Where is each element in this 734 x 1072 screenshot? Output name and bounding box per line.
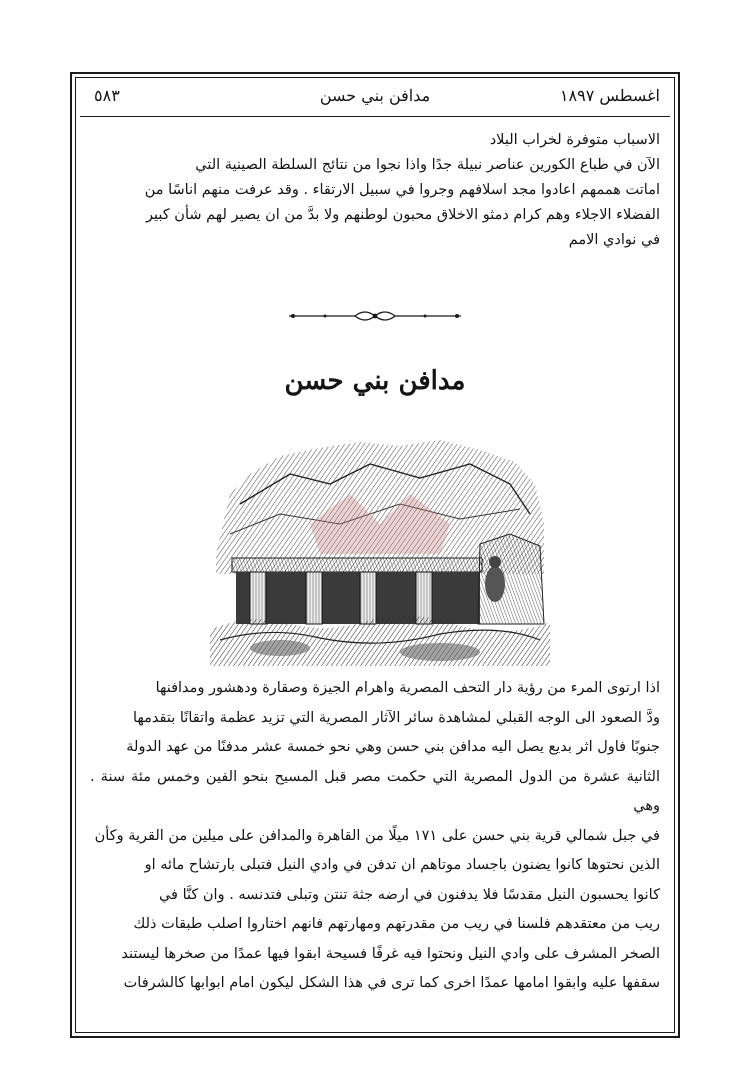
text-line: في نوادي الامم bbox=[568, 232, 660, 248]
text-line: كانوا يحسبون النيل مقدسًا فلا يدفنون في ارضه جثة تنتن وتبلى فتدنسه . وان كنَّا في bbox=[158, 886, 660, 903]
header-date: اغسطس ١٨٩٧ bbox=[559, 86, 660, 105]
page-frame bbox=[70, 72, 680, 1038]
text-line: الثانية عشرة من الدول المصرية التي حكمت مصر قبل المسيح بنحو الفين وخمس مئة سنة . وهي bbox=[90, 768, 660, 814]
text-line: الاسباب متوفرة لخراب البلاد bbox=[489, 132, 660, 148]
text-line: الذين نحتوها كانوا يضنون باجساد موتاهم ان تدفن في وادي النيل فتبلى بارتشاح مائه او bbox=[144, 857, 660, 873]
top-paragraph bbox=[90, 128, 660, 253]
section-title: مدافن بني حسن bbox=[284, 366, 466, 396]
bottom-paragraph bbox=[90, 674, 660, 999]
divider-flourish-icon bbox=[285, 306, 465, 326]
text-line: الآن في طباع الكورين عناصر نبيلة جدًا واذا نجوا من نتائج السلطة الصينية التي bbox=[195, 157, 660, 173]
text-line: اماتت هممهم اعادوا مجد اسلافهم وجروا في سبيل الارتقاء . وقد عرفت منهم اناسًا من bbox=[144, 182, 660, 198]
text-line: اذا ارتوى المرء من رؤية دار التحف المصرية واهرام الجيزة وصقارة ودهشور ومدافنها bbox=[155, 680, 660, 696]
running-header bbox=[72, 86, 678, 110]
page-number: ٥٨٣ bbox=[94, 86, 120, 105]
text-line: سقفها عليه وابقوا امامها عمدًا اخرى كما ترى في هذا الشكل ليكون امام ابوابها كالشرفات bbox=[123, 975, 660, 991]
text-line: ودَّ الصعود الى الوجه القبلي لمشاهدة سائر الآثار المصرية التي تزيد عظمة واتقانًا بتقدمها bbox=[133, 709, 660, 726]
text-line: الفضلاء الاجلاء وهم كرام دمثو الاخلاق محبون لوطنهم ولا بدَّ من ان يصير لهم شأن كبير bbox=[146, 207, 660, 223]
header-title: مدافن بني حسن bbox=[319, 86, 431, 105]
text-line: في جبل شمالي قرية بني حسن على ١٧١ ميلًا من القاهرة والمدافن على ميلين من القرية وكأن bbox=[94, 827, 660, 844]
text-line: الصخر المشرف على وادي النيل ونحتوا فيه غرفًا فسيحة ابقوا فيها عمدًا من صخرها ليستند bbox=[121, 945, 660, 962]
text-line: ريب من معتقدهم فلسنا في ريب من مقدرتهم ومهارتهم فانهم اختاروا اصلب طبقات ذلك bbox=[133, 916, 660, 932]
section-divider-ornament bbox=[72, 306, 678, 330]
text-line: جنوبًا فاول اثر بديع يصل اليه مدافن بني حسن وهي نحو خمسة عشر مدفنًا من عهد الدولة bbox=[126, 739, 660, 755]
header-rule bbox=[80, 116, 670, 117]
tomb-entrance-engraving bbox=[210, 434, 550, 666]
